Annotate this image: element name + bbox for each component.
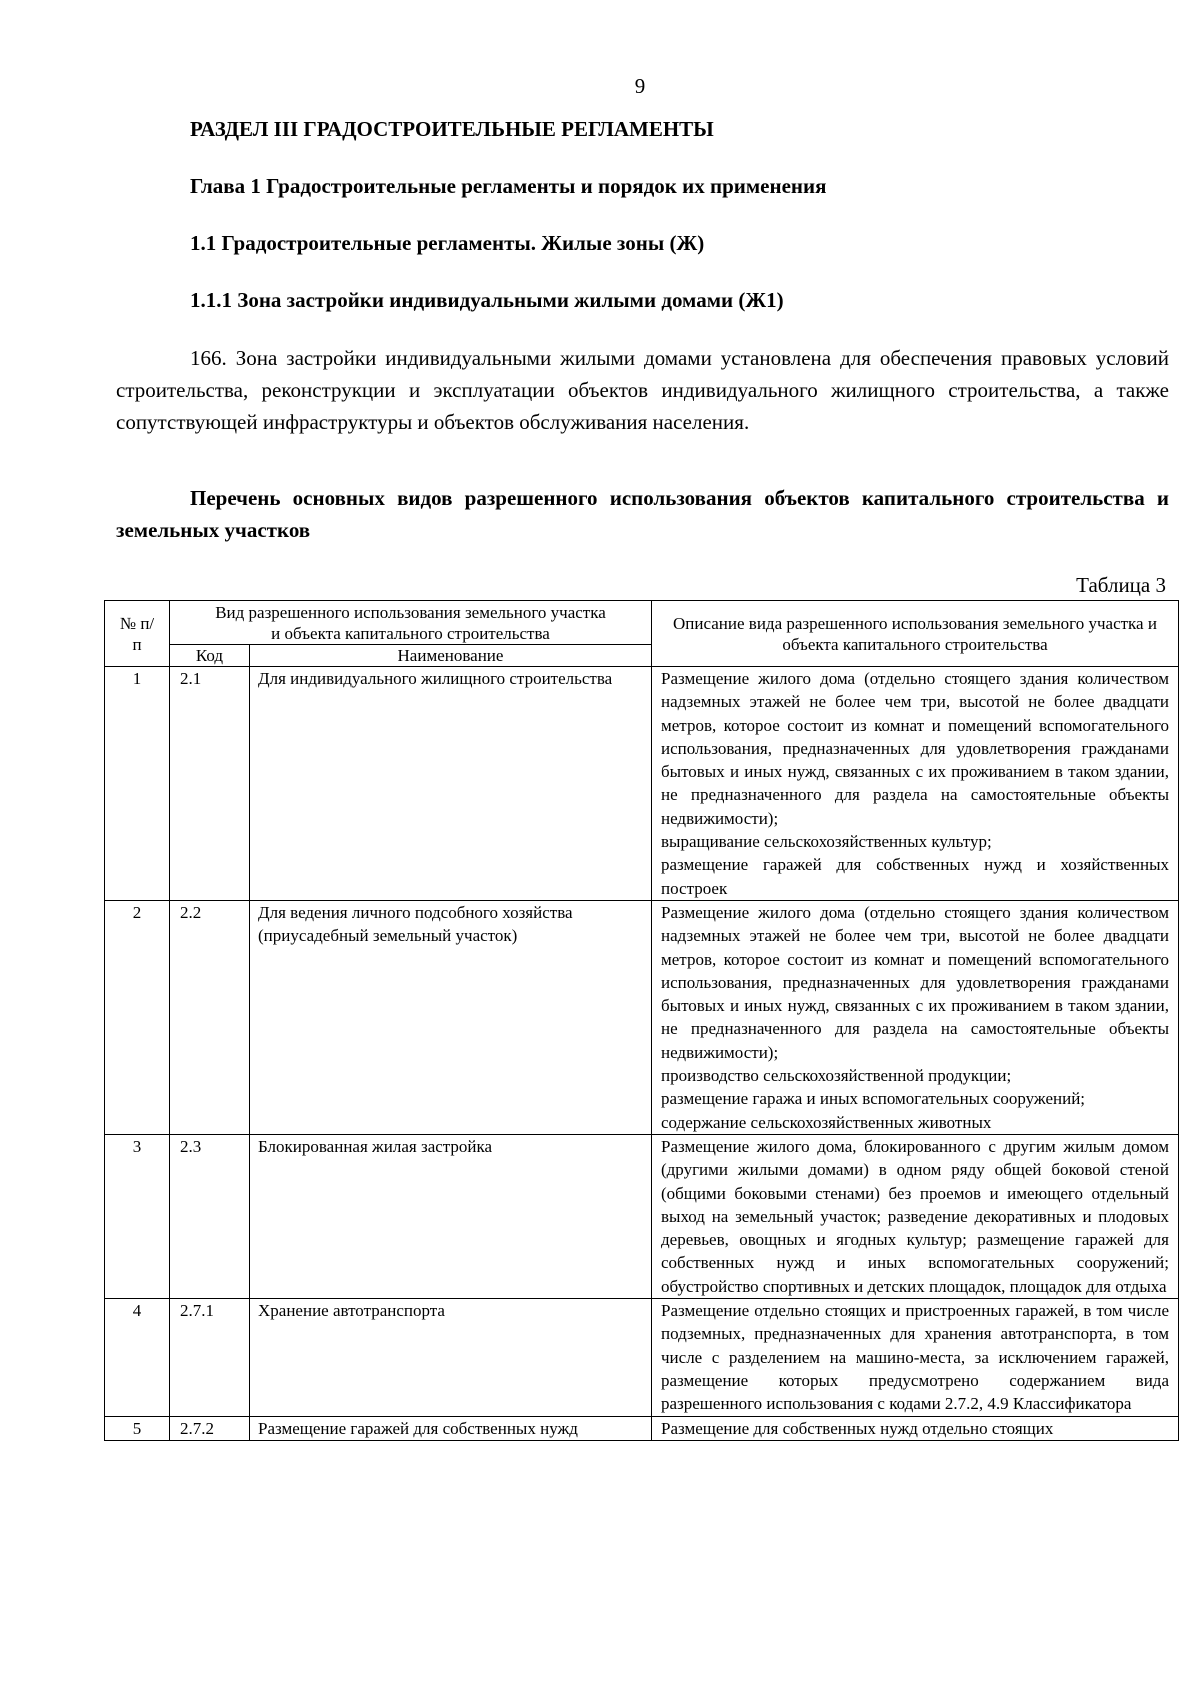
row-code: 2.3 [170,1134,250,1298]
row-name: Для индивидуального жилищного строительства [250,667,652,901]
section-heading: РАЗДЕЛ III ГРАДОСТРОИТЕЛЬНЫЕ РЕГЛАМЕНТЫ [190,117,714,141]
header-code: Код [170,645,250,667]
header-name: Наименование [250,645,652,667]
row-code: 2.7.1 [170,1299,250,1416]
row-description [652,1299,1179,1416]
description-part: выращивание сельскохозяйственных культур; [661,832,992,852]
header-desc: Описание вида разрешенного использования земельного участка и объекта капитального строительства [652,601,1179,667]
row-code: 2.1 [170,667,250,901]
header-num: № п/п [105,601,170,667]
description-part: производство сельскохозяйственной продукции; [661,1066,1012,1086]
description-part: Размещение для собственных нужд отдельно стоящих [661,1418,1054,1438]
list-title: Перечень основных видов разрешенного использования объектов капитального строительства и земельных участков [116,486,1169,542]
table-row [105,1299,1179,1416]
table-body [105,667,1179,1441]
description-part: размещение гаража и иных вспомогательных сооружений; [661,1089,1086,1109]
description-part: Размещение жилого дома, блокированного с другим жилым домом (другими жилыми домами) в одном ряду общей боковой стеной (общими боковыми стенами) без проемов и имеющего отдельный выход на земельный участок; разведение декоративных и плодовых деревьев, овощных и ягодных культур; размещение гаражей для собственных нужд и иных вспомогательных сооружений; обустройство спортивных и детских площадок, площадок для отдыха [661,1136,1169,1296]
table-row [105,900,1179,1134]
subsubsection-heading: 1.1.1 Зона застройки индивидуальными жилыми домами (Ж1) [190,288,784,312]
row-number: 5 [105,1416,170,1440]
row-name: Хранение автотранспорта [250,1299,652,1416]
permitted-uses-table [104,600,1179,1441]
row-number: 4 [105,1299,170,1416]
table-row [105,1416,1179,1440]
row-description [652,1134,1179,1298]
description-part: Размещение жилого дома (отдельно стоящего здания количеством надземных этажей не более чем три, высотой не более двадцати метров, которое состоит из комнат и помещений вспомогательного использования, предназначенных для удовлетворения гражданами бытовых и иных нужд, связанных с их проживанием в таком здании, не предназначенного для раздела на самостоятельные объекты недвижимости); [661,902,1169,1062]
row-name: Размещение гаражей для собственных нужд [250,1416,652,1440]
row-description [652,1416,1179,1440]
paragraph-166: 166. Зона застройки индивидуальными жилыми домами установлена для обеспечения правовых условий строительства, реконструкции и эксплуатации объектов индивидуального жилищного строительства, а также сопутствующей инфраструктуры и объектов обслуживания населения. [116,346,1169,434]
row-name: Блокированная жилая застройка [250,1134,652,1298]
header-group: Вид разрешенного использования земельного участка и объекта капитального строительства [170,601,652,645]
description-part: Размещение жилого дома (отдельно стоящего здания количеством надземных этажей не более чем три, высотой не более двадцати метров, которое состоит из комнат и помещений вспомогательного использования, предназначенных для удовлетворения гражданами бытовых и иных нужд, связанных с их проживанием в таком здании, не предназначенного для раздела на самостоятельные объекты недвижимости); [661,669,1169,828]
table-row [105,667,1179,901]
row-code: 2.2 [170,900,250,1134]
subsection-heading: 1.1 Градостроительные регламенты. Жилые зоны (Ж) [190,231,705,255]
row-name: Для ведения личного подсобного хозяйства (приусадебный земельный участок) [250,900,652,1134]
table-row [105,1134,1179,1298]
row-number: 2 [105,900,170,1134]
row-description [652,900,1179,1134]
description-part: размещение гаражей для собственных нужд и хозяйственных построек [661,855,1169,898]
row-code: 2.7.2 [170,1416,250,1440]
table-caption: Таблица 3 [1076,573,1166,597]
description-part: Размещение отдельно стоящих и пристроенных гаражей, в том числе подземных, предназначенных для хранения автотранспорта, в том числе с разделением на машино-места, за исключением гаражей, размещение которых предусмотрено содержанием вида разрешенного использования с кодами 2.7.2, 4.9 Классификатора [661,1301,1169,1414]
row-number: 3 [105,1134,170,1298]
row-description [652,667,1179,901]
row-number: 1 [105,667,170,901]
description-part: содержание сельскохозяйственных животных [661,1112,992,1132]
page-number: 9 [634,74,646,98]
chapter-heading: Глава 1 Градостроительные регламенты и порядок их применения [190,174,827,198]
